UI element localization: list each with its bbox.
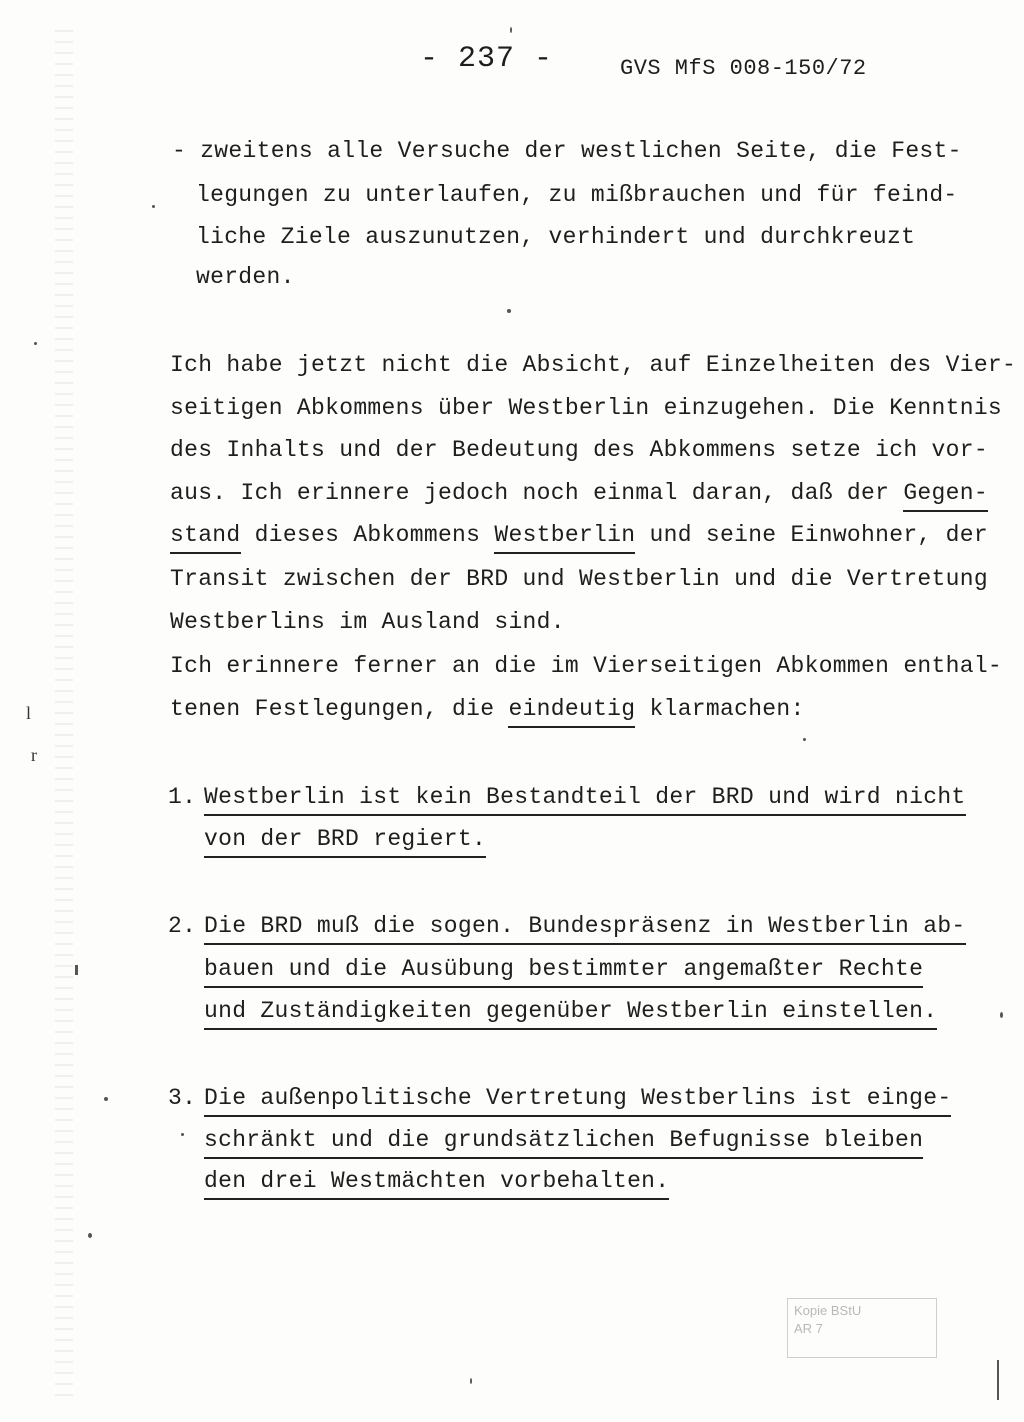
scan-speck xyxy=(88,1233,92,1238)
scan-speck xyxy=(510,27,512,33)
dash-item-line: werden. xyxy=(196,264,295,290)
paragraph-line: Westberlins im Ausland sind. xyxy=(170,609,565,635)
page-number: - 237 - xyxy=(420,42,554,76)
underlined-text: bauen und die Ausübung bestimmter angemaßter Rechte xyxy=(204,956,923,988)
list-item-line xyxy=(204,786,966,809)
list-item-line xyxy=(204,1000,937,1023)
paragraph-line xyxy=(170,482,988,505)
text-run: klarmachen: xyxy=(635,696,805,722)
text-run: tenen Festlegungen, die xyxy=(170,696,509,722)
paragraph-line xyxy=(170,524,988,547)
underlined-text: von der BRD regiert. xyxy=(204,826,486,858)
list-item-line xyxy=(204,915,966,938)
archive-stamp xyxy=(787,1298,937,1358)
scan-speck xyxy=(152,205,155,208)
dash-item-line: liche Ziele auszunutzen, verhindert und durchkreuzt xyxy=(196,224,916,250)
list-item-line xyxy=(204,1170,669,1193)
stamp-line: Kopie BStU xyxy=(794,1303,862,1318)
text-run: aus. Ich erinnere jedoch noch einmal daran, daß der xyxy=(170,480,904,506)
paragraph-line: Transit zwischen der BRD und Westberlin und die Vertretung xyxy=(170,566,988,592)
paragraph-line: Ich erinnere ferner an die im Vierseitigen Abkommen enthal- xyxy=(170,653,1003,679)
scan-speck xyxy=(181,1133,184,1136)
scan-speck xyxy=(997,1360,999,1400)
underlined-text: Die BRD muß die sogen. Bundespräsenz in Westberlin ab- xyxy=(204,913,966,945)
list-item-line xyxy=(204,1087,951,1110)
text-run: und seine Einwohner, der xyxy=(635,522,988,548)
scan-speck xyxy=(104,1097,108,1101)
list-number: 3. xyxy=(168,1085,197,1111)
list-number: 1. xyxy=(168,784,197,810)
document-reference: GVS MfS 008-150/72 xyxy=(620,56,867,81)
underlined-text: Westberlin ist kein Bestandteil der BRD und wird nicht xyxy=(204,784,966,816)
scan-speck xyxy=(1000,1012,1003,1018)
list-item-line xyxy=(204,958,923,981)
scan-edge-noise xyxy=(55,30,73,1400)
underlined-word: Westberlin xyxy=(494,522,635,554)
underlined-text: schränkt und die grundsätzlichen Befugnisse bleiben xyxy=(204,1127,923,1159)
scan-speck xyxy=(507,309,511,313)
scan-speck xyxy=(803,738,806,741)
margin-mark: r xyxy=(31,745,37,765)
margin-mark: l xyxy=(26,703,32,723)
underlined-word: Gegen- xyxy=(903,480,988,512)
text-run: dieses Abkommens xyxy=(240,522,495,548)
underlined-text: den drei Westmächten vorbehalten. xyxy=(204,1168,669,1200)
dash-item-line: - zweitens alle Versuche der westlichen Seite, die Fest- xyxy=(172,138,962,164)
underlined-word: stand xyxy=(170,522,241,554)
scan-speck xyxy=(34,342,37,345)
paragraph-line: des Inhalts und der Bedeutung des Abkommens setze ich vor- xyxy=(170,437,988,463)
paragraph-line: seitigen Abkommens über Westberlin einzugehen. Die Kenntnis xyxy=(170,395,1003,421)
list-number: 2. xyxy=(168,913,197,939)
list-item-line xyxy=(204,828,486,851)
list-item-line xyxy=(204,1129,923,1152)
paragraph-line xyxy=(170,698,805,721)
scan-speck xyxy=(470,1378,472,1384)
scan-speck xyxy=(75,965,78,975)
underlined-word: eindeutig xyxy=(508,696,635,728)
underlined-text: und Zuständigkeiten gegenüber Westberlin einstellen. xyxy=(204,998,937,1030)
paragraph-line: Ich habe jetzt nicht die Absicht, auf Einzelheiten des Vier- xyxy=(170,352,1017,378)
underlined-text: Die außenpolitische Vertretung Westberlins ist einge- xyxy=(204,1085,951,1117)
dash-item-line: legungen zu unterlaufen, zu mißbrauchen und für feind- xyxy=(196,182,958,208)
stamp-line: AR 7 xyxy=(794,1321,823,1336)
